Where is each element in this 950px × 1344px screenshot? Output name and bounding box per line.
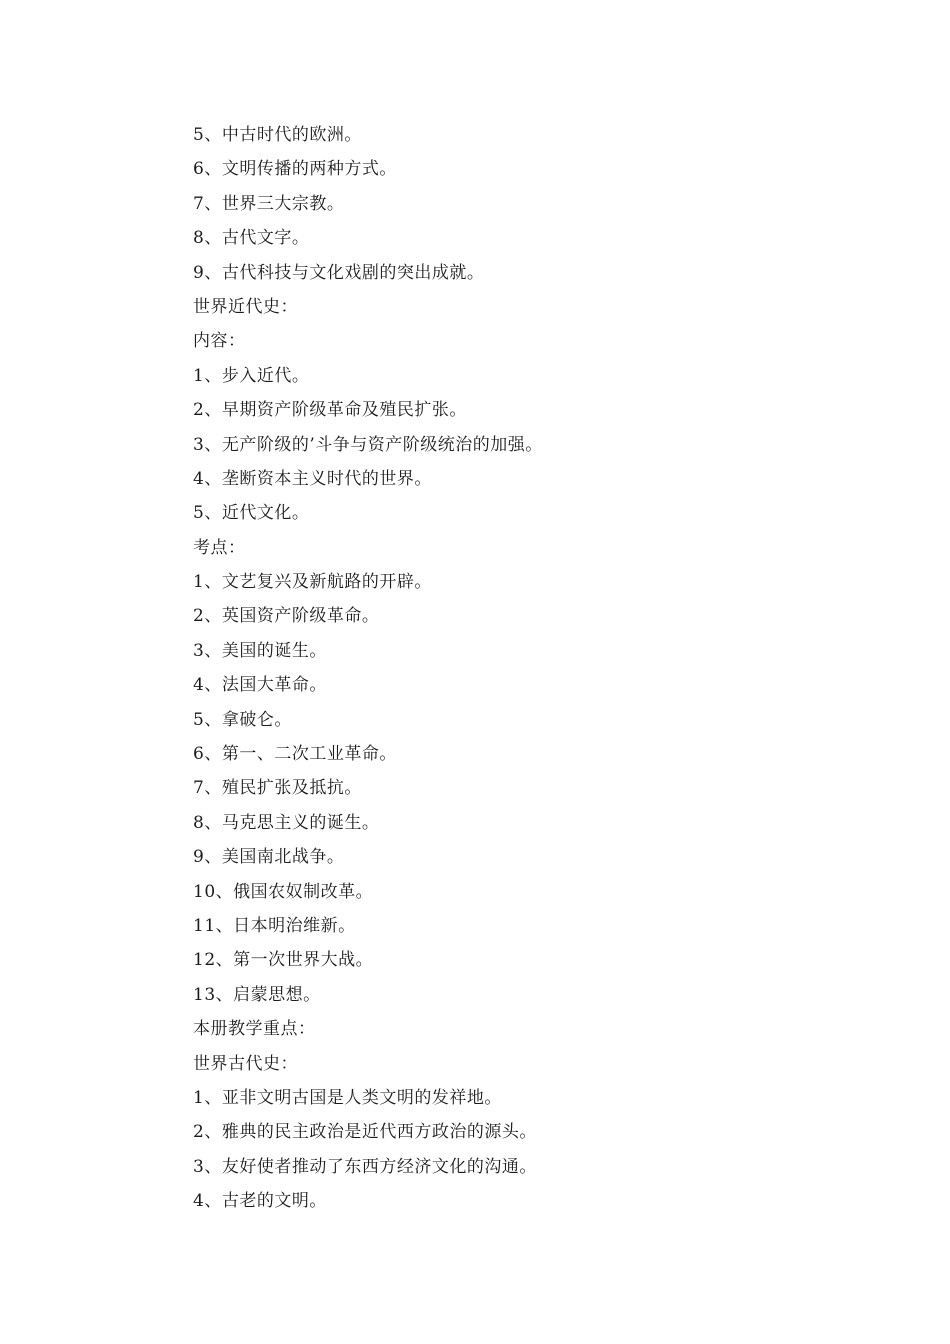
text-line: 12、第一次世界大战。 [193,950,374,971]
subsection-heading: 世界古代史： [193,1053,298,1074]
text-line: 4、古老的文明。 [193,1191,327,1212]
text-line: 3、友好使者推动了东西方经济文化的沟通。 [193,1156,537,1177]
section-heading: 本册教学重点： [193,1019,316,1040]
text-line: 4、法国大革命。 [193,675,327,696]
text-line: 8、古代文字。 [193,228,310,249]
text-line: 10、俄国农奴制改革。 [193,881,374,902]
text-line: 5、拿破仑。 [193,709,292,730]
text-line: 1、亚非文明古国是人类文明的发祥地。 [193,1087,502,1108]
subsection-heading: 考点： [193,537,246,558]
text-line: 9、美国南北战争。 [193,847,345,868]
text-line: 1、步入近代。 [193,365,310,386]
text-line: 6、第一、二次工业革命。 [193,744,397,765]
text-line: 7、殖民扩张及抵抗。 [193,778,362,799]
text-line: 11、日本明治维新。 [193,915,356,936]
text-line: 8、马克思主义的诞生。 [193,812,380,833]
document-body [193,118,873,1219]
text-line: 13、启蒙思想。 [193,984,321,1005]
text-line: 3、美国的诞生。 [193,640,327,661]
text-line: 2、早期资产阶级革命及殖民扩张。 [193,400,467,421]
text-line: 2、雅典的民主政治是近代西方政治的源头。 [193,1122,537,1143]
text-line: 5、中古时代的欧洲。 [193,125,362,145]
text-line: 9、古代科技与文化戏剧的突出成就。 [193,262,485,283]
text-line: 6、文明传播的两种方式。 [193,159,397,180]
text-line: 1、文艺复兴及新航路的开辟。 [193,572,432,593]
text-line: 5、近代文化。 [193,503,310,524]
text-line: 2、英国资产阶级革命。 [193,606,380,627]
subsection-heading: 内容： [193,331,246,352]
text-line: 4、垄断资本主义时代的世界。 [193,468,432,489]
section-heading: 世界近代史： [193,296,298,317]
text-line: 3、无产阶级的’斗争与资产阶级统治的加强。 [193,434,543,455]
text-line: 7、世界三大宗教。 [193,193,345,214]
